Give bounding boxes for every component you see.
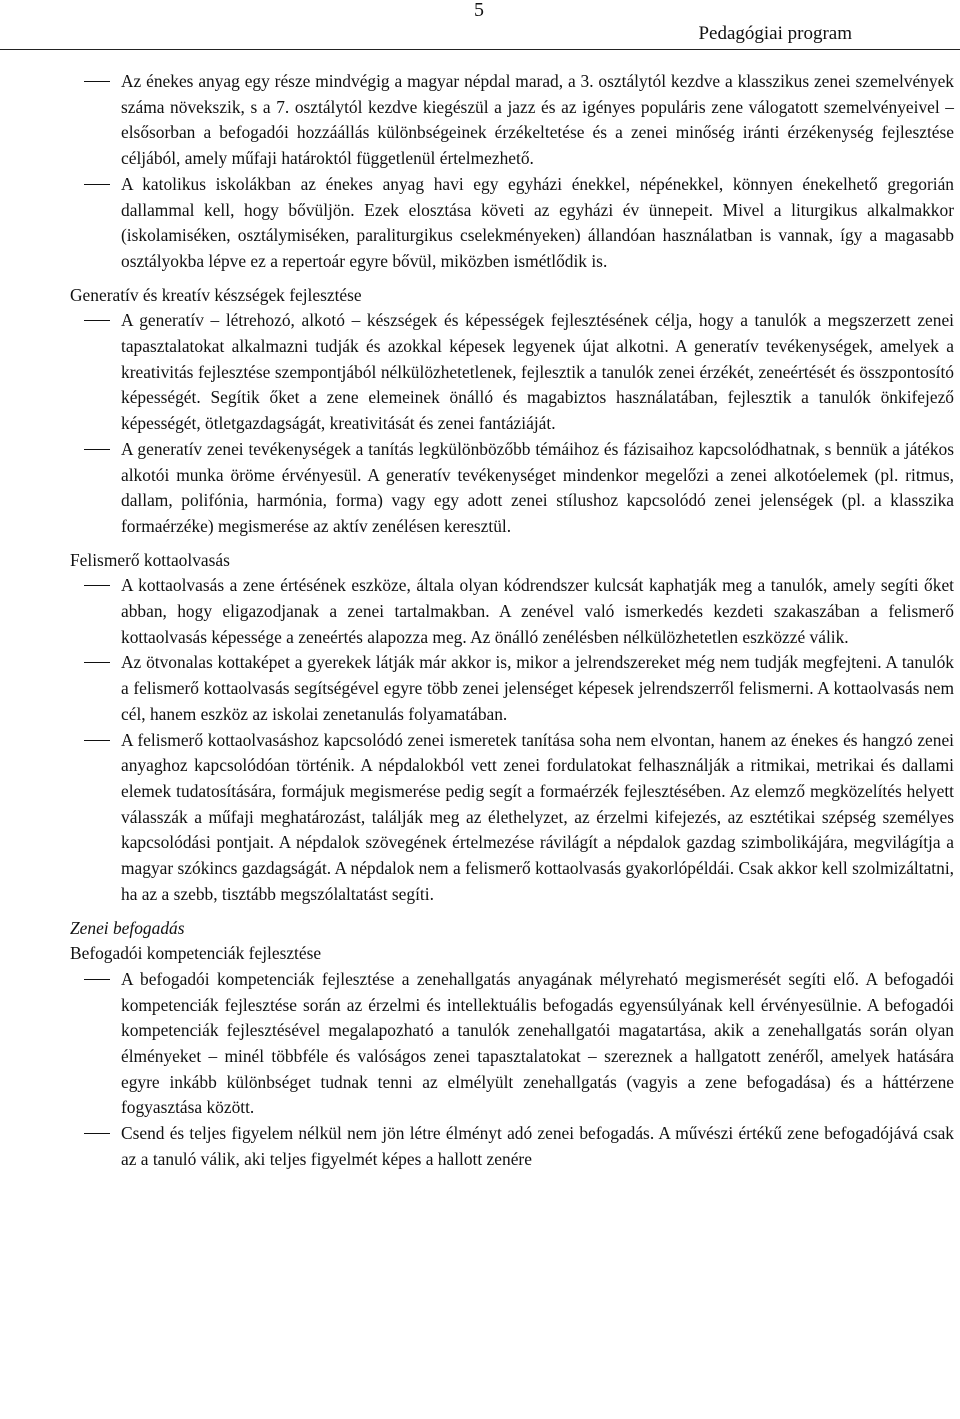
dash-bullet-icon <box>84 979 110 980</box>
page-header <box>0 0 960 51</box>
dash-bullet-icon <box>84 740 110 741</box>
dash-bullet-icon <box>84 1133 110 1134</box>
header-divider <box>0 49 960 50</box>
subsection-heading-competences: Befogadói kompetenciák fejlesztése <box>70 943 322 964</box>
bullet-item <box>70 69 954 172</box>
bullet-text: A generatív ‒ létrehozó, alkotó ‒ készségek és képességek fejlesztésének célja, hogy a tanulók a megszerzett zenei tapasztalatokat alkalmazni tudják és azokkal képesek legyenek újat alkotni. A generatív tevékenységek, amelyek a kreativitás fejlesztése szempontjából nélkülözhetetlenek, fejlesztik a tanulók zenei érzékét, zeneértését és összpontosító képességét. Segítik őket a zene elemeinek önálló és magabiztos használatában, fejlesztik a tanulók önkifejező képességét, ötletgazdagságát, kreativitását és zenei fantáziáját. <box>121 310 954 434</box>
bullet-text: A generatív zenei tevékenységek a tanítás legkülönbözőbb témáihoz és fázisaihoz kapcsolódhatnak, s bennük a játékos alkotói munka öröme érvényesül. A generatív tevékenységet mindenkor megelőzi a zenei alkotóelemek (pl. ritmus, dallam, polifónia, harmónia, forma) vagy egy adott zenei stílushoz kapcsolódó zenei jelenségek (pl. a klasszika formaérzéke) megismerése az aktív zenélésen keresztül. <box>121 438 954 536</box>
dash-bullet-icon <box>84 449 110 450</box>
document-body <box>70 69 954 1173</box>
page-number: 5 <box>474 0 484 21</box>
section-heading-generative: Generatív és kreatív készségek fejlesztése <box>70 284 362 305</box>
bullet-item <box>70 573 954 650</box>
bullet-item <box>70 728 954 908</box>
bullet-text: Az ötvonalas kottaképet a gyerekek látják már akkor is, mikor a jelrendszereket még nem tudják megfejteni. A tanulók a felismerő kottaolvasás segítségével egyre több zenei jelenséget képesek jelrendszerről felismerni. A kottaolvasás nem cél, hanem eszköz az iskolai zenetanulás folyamatában. <box>121 652 954 724</box>
dash-bullet-icon <box>84 585 110 586</box>
bullet-text: A befogadói kompetenciák fejlesztése a zenehallgatás anyagának mélyreható megismerését segíti elő. A befogadói kompetenciák fejlesztése során az érzelmi és intellektuális befogadás egyensúlyának kell érvényesülnie. A befogadói kompetenciák fejlesztésével megalapozható a tanulók zenehallgatói magatartása, akik a zenehallgatás során olyan élményeket ‒ minél többféle és valóságos zenei tapasztalatokat ‒ szereznek a hallgatott zenéről, amelyek hatására egyre inkább különbséget tudnak tenni az elmélyült zenehallgatás (vagyis a zene befogadása) és a háttérzene fogyasztása között. <box>121 968 954 1118</box>
dash-bullet-icon <box>84 662 110 663</box>
bullet-item <box>70 650 954 727</box>
dash-bullet-icon <box>84 81 110 82</box>
bullet-item <box>70 1121 954 1172</box>
bullet-text: A felismerő kottaolvasáshoz kapcsolódó zenei ismeretek tanítása soha nem elvontan, hanem az énekes és hangzó zenei anyaghoz kapcsolódóan történik. A népdalokból vett zenei fordulatokat felhasználják a ritmikai, metrikai és dallami elemek tudatosítására, formájuk megismerése pedig segít a formaérzék fejlesztésében. Az elemző megközelítés helyett válasszák a műfaji meghatározást, találják meg az élethelyzet, az érzelmi kifejezés, az esztétikai szépség személyes kapcsolódási pontjait. A népdalok szövegének értelmezése rávilágít a népdalok gazdag szimbolikájára, megvilágítja a magyar szókincs gazdagságát. A népdalok nem a felismerő kottaolvasás gyakorlópéldái. Csak akkor kell szolmizáltatni, ha az a szebb, tisztább megszólaltatást segíti. <box>121 729 954 904</box>
running-title: Pedagógiai program <box>698 23 852 44</box>
bullet-text: Az énekes anyag egy része mindvégig a magyar népdal marad, a 3. osztálytól kezdve a klasszikus zenei szemelvények száma növekszik, s a 7. osztálytól kezdve kiegészül a jazz és az igényes populáris zene válogatott szemelvényeivel ‒ elsősorban a befogadói hozzáállás különbségeinek érzékeltetése és a zenei minőség iránti érzékenység fejlesztése céljából, amely műfaji határoktól függetlenül értelmezhető. <box>121 71 954 169</box>
section-heading-reception: Zenei befogadás <box>70 917 185 938</box>
bullet-item <box>70 308 954 437</box>
bullet-text: A katolikus iskolákban az énekes anyag havi egy egyházi énekkel, népénekkel, könnyen énekelhető gregorián dallammal kell, hogy bővüljön. Ezek elosztása követi az egyházi év ünnepeit. Mivel a liturgikus alkalmakkor (iskolamiséken, osztálymiséken, paraliturgikus cselekményeken) állandóan használatban is vannak, így a magasabb osztályokba lépve ez a repertoár egyre bővül, miközben ismétlődik is. <box>121 173 954 271</box>
bullet-item <box>70 437 954 540</box>
bullet-item <box>70 172 954 275</box>
bullet-item <box>70 967 954 1121</box>
section-heading-reading: Felismerő kottaolvasás <box>70 549 230 570</box>
dash-bullet-icon <box>84 184 110 185</box>
bullet-text: Csend és teljes figyelem nélkül nem jön létre élményt adó zenei befogadás. A művészi értékű zene befogadójává csak az a tanuló válik, aki teljes figyelmét képes a hallott zenére <box>121 1123 954 1169</box>
bullet-text: A kottaolvasás a zene értésének eszköze, általa olyan kódrendszer kulcsát kaphatják meg a tanulók, amely segíti őket abban, hogy eligazodjanak a zenei tartalmakban. A zenével való ismerkedés kezdeti szakaszában a felismerő kottaolvasás képessége a zeneértés alapozza meg. Az önálló zenélésben nélkülözhetetlen eszközzé válik. <box>121 575 954 647</box>
dash-bullet-icon <box>84 320 110 321</box>
